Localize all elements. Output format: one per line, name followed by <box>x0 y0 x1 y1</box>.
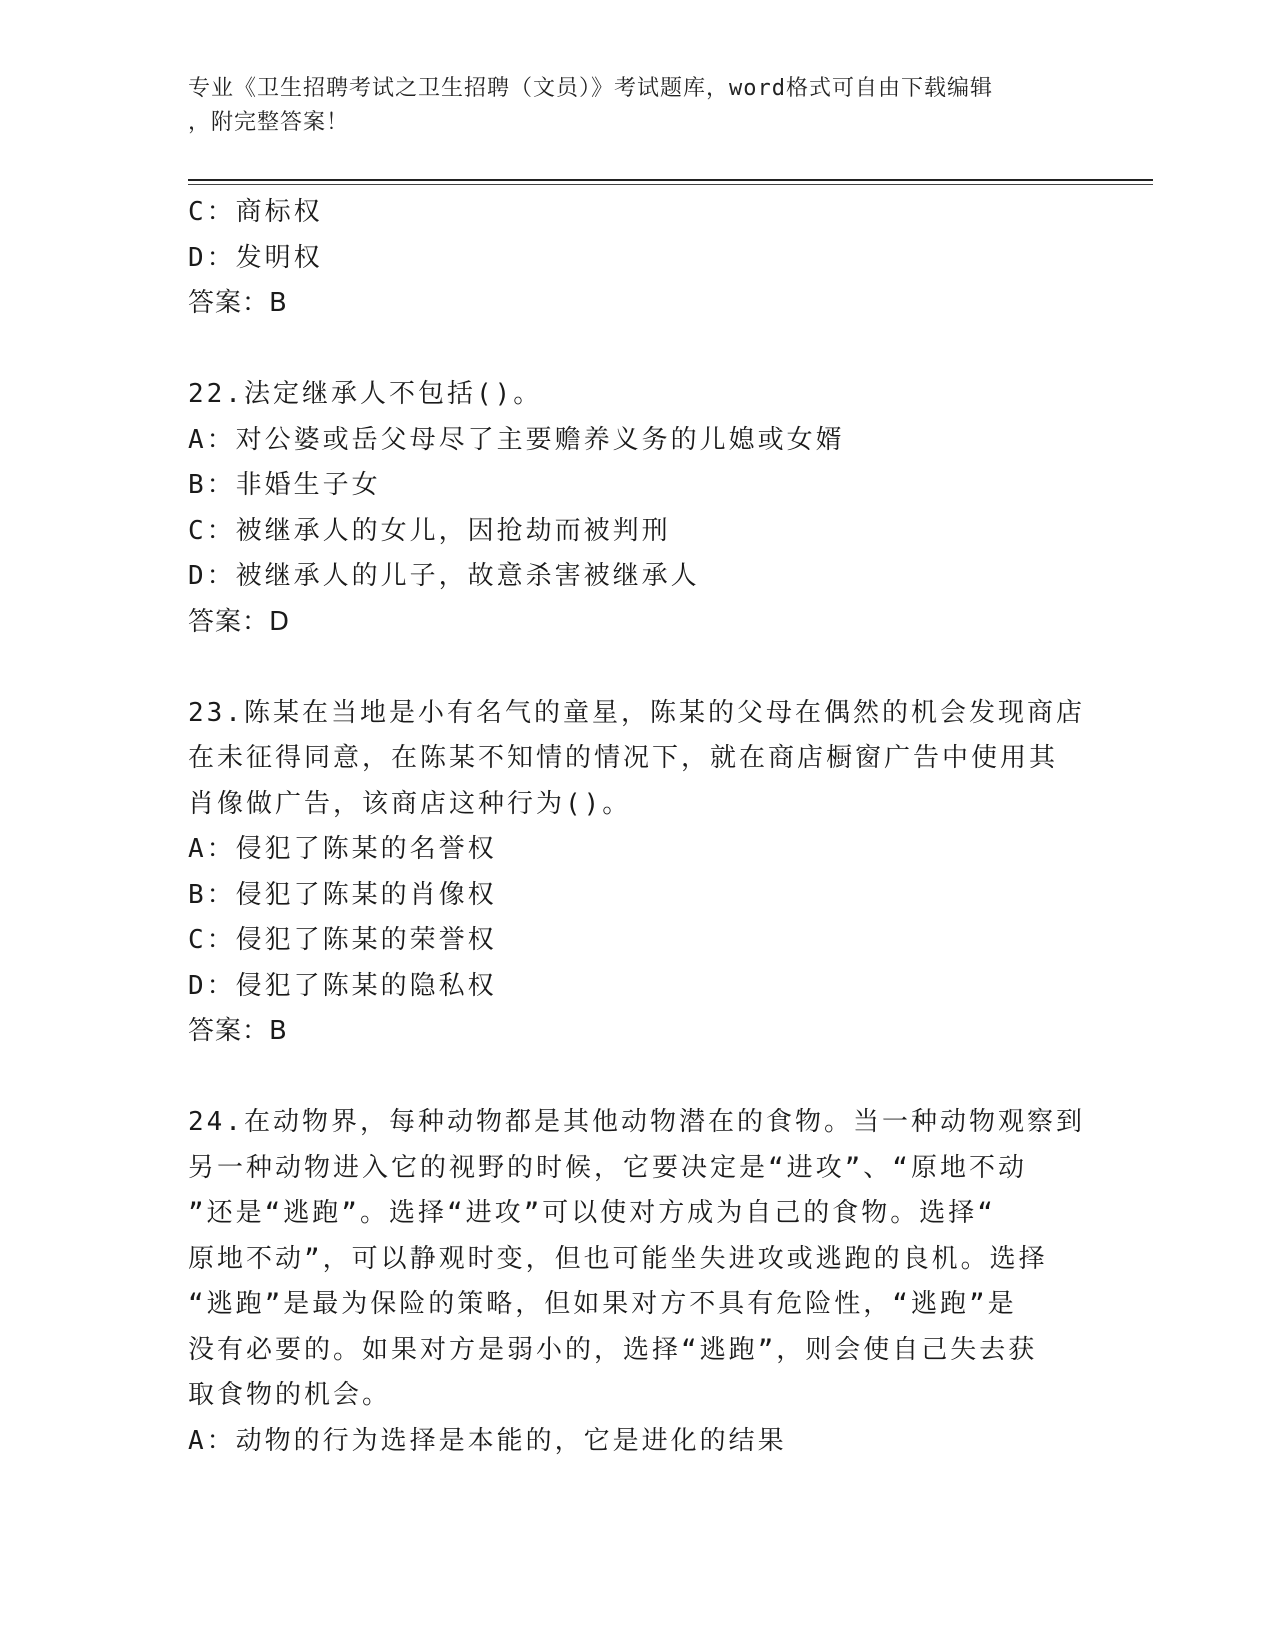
q23-answer: 答案：B <box>188 1016 288 1046</box>
question-22 <box>188 372 1088 645</box>
q21-answer: 答案：B <box>188 288 288 318</box>
document-header <box>188 72 1088 140</box>
spacer <box>188 327 1088 373</box>
q22-stem: 22.法定继承人不包括()。 <box>188 379 543 409</box>
q24-stem-line: ”还是“逃跑”。选择“进攻”可以使对方成为自己的食物。选择“ <box>188 1198 996 1228</box>
q24-stem-line: 另一种动物进入它的视野的时候，它要决定是“进攻”、“原地不动 <box>188 1152 1027 1183</box>
q23-option-c: C：侵犯了陈某的荣誉权 <box>188 925 497 955</box>
question-content <box>188 190 1088 1464</box>
q23-option-d: D：侵犯了陈某的隐私权 <box>188 970 497 1001</box>
q24-stem-line: “逃跑”是最为保险的策略，但如果对方不具有危险性，“逃跑”是 <box>188 1289 1017 1319</box>
q24-stem-line: 取食物的机会。 <box>188 1380 392 1410</box>
q24-stem-line: 没有必要的。如果对方是弱小的，选择“逃跑”，则会使自己失去获 <box>188 1334 1038 1365</box>
header-divider-thick <box>188 179 1153 181</box>
q22-option-b: B：非婚生子女 <box>188 470 381 500</box>
q23-option-a: A：侵犯了陈某的名誉权 <box>188 834 497 864</box>
q21-option-d: D：发明权 <box>188 242 323 273</box>
q22-option-a: A：对公婆或岳父母尽了主要赡养义务的儿媳或女婿 <box>188 424 845 455</box>
q22-answer: 答案：D <box>188 606 291 637</box>
spacer <box>188 1055 1088 1101</box>
question-24 <box>188 1100 1088 1464</box>
q22-option-d: D：被继承人的儿子，故意杀害被继承人 <box>188 561 700 591</box>
q24-stem-line: 原地不动”，可以静观时变，但也可能坐失进攻或逃跑的良机。选择 <box>188 1243 1048 1274</box>
q24-stem-line: 24.在动物界，每种动物都是其他动物潜在的食物。当一种动物观察到 <box>188 1107 1085 1137</box>
question-23 <box>188 691 1088 1055</box>
header-line-1: 专业《卫生招聘考试之卫生招聘（文员）》考试题库，word格式可自由下载编辑 <box>188 76 993 101</box>
q24-option-a: A：动物的行为选择是本能的，它是进化的结果 <box>188 1425 787 1456</box>
header-divider-thin <box>188 184 1153 185</box>
q21-option-c: C：商标权 <box>188 197 323 227</box>
q23-option-b: B：侵犯了陈某的肖像权 <box>188 879 497 910</box>
question-21-tail <box>188 190 1088 327</box>
q23-stem-line: 在未征得同意，在陈某不知情的情况下，就在商店橱窗广告中使用其 <box>188 743 1059 773</box>
spacer <box>188 645 1088 691</box>
q23-stem-line: 肖像做广告，该商店这种行为()。 <box>188 788 632 819</box>
q22-option-c: C：被继承人的女儿，因抢劫而被判刑 <box>188 515 671 546</box>
q23-stem-line: 23.陈某在当地是小有名气的童星，陈某的父母在偶然的机会发现商店 <box>188 697 1085 728</box>
header-line-2: ，附完整答案！ <box>188 110 350 135</box>
